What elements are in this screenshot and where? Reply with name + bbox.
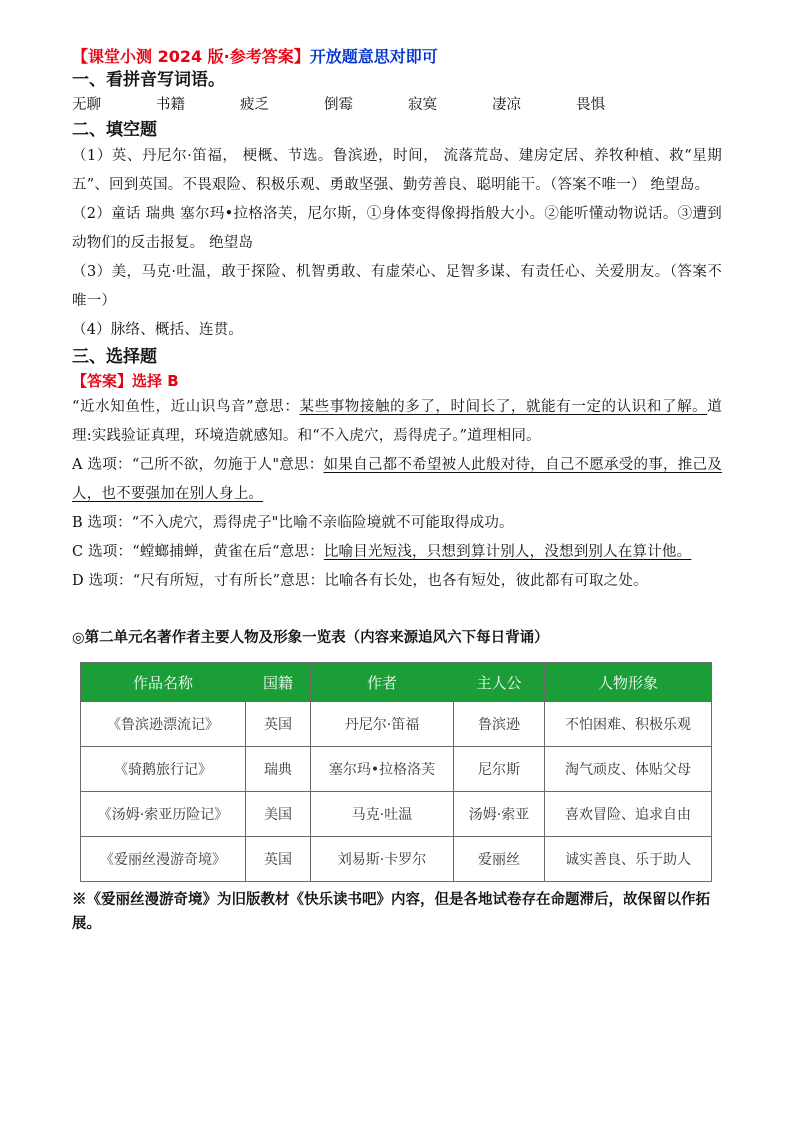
header-note: 开放题意思对即可 bbox=[309, 47, 438, 66]
section1-title: 一、看拼音写词语。 bbox=[72, 70, 225, 90]
col-header: 作者 bbox=[311, 663, 454, 702]
intro-underlined: 某些事物接触的多了，时间长了，就能有一定的认识和了解。 bbox=[299, 399, 708, 415]
table-row bbox=[81, 837, 712, 882]
section2-title: 二、填空题 bbox=[72, 120, 157, 140]
fill-answer-3: （3）美，马克·吐温，敢于探险、机智勇敢、有虚荣心、足智多谋、有责任心、关爱朋友。（答案不唯一） bbox=[72, 264, 722, 309]
header-title: 【课堂小测 2024 版·参考答案】 bbox=[72, 47, 310, 66]
table-cell: 塞尔玛•拉格洛芙 bbox=[311, 747, 454, 792]
fill-answer-4: （4）脉络、概括、连贯。 bbox=[72, 322, 244, 338]
table-header-row bbox=[81, 663, 712, 702]
col-header: 国籍 bbox=[246, 663, 311, 702]
table-row bbox=[81, 702, 712, 747]
choice-answer: 【答案】选择 B bbox=[72, 372, 179, 390]
table-cell: 尼尔斯 bbox=[454, 747, 545, 792]
intro-reason: 道理:实践验证真理，环境造就感知。和“不入虎穴，焉得虎子。”道理相同。 bbox=[72, 399, 722, 444]
table-cell: 汤姆·索亚 bbox=[454, 792, 545, 837]
table-cell: 淘气顽皮、体贴父母 bbox=[545, 747, 712, 792]
option-b: B 选项：“不入虎穴，焉得虎子"比喻不亲临险境就不可能取得成功。 bbox=[72, 515, 514, 531]
table-row bbox=[81, 747, 712, 792]
option-a-underlined: 如果自己都不希望被人此般对待，自己不愿承受的事，推己及人，也不要强加在别人身上。 bbox=[72, 457, 722, 502]
choice-intro bbox=[72, 393, 722, 451]
table-cell: 《汤姆·索亚历险记》 bbox=[81, 792, 246, 837]
fill-answer-2: （2）童话 瑞典 塞尔玛•拉格洛芙，尼尔斯，①身体变得像拇指般大小。②能听懂动物说话。③遭到动物们的反击报复。 绝望岛 bbox=[72, 206, 722, 251]
word-item: 无聊 bbox=[72, 97, 101, 113]
table-cell: 诚实善良、乐于助人 bbox=[545, 837, 712, 882]
table-cell: 爱丽丝 bbox=[454, 837, 545, 882]
option-c-label: C 选项：“螳螂捕蝉，黄雀在后“意思： bbox=[72, 544, 324, 560]
table-cell: 英国 bbox=[246, 702, 311, 747]
fill-answer-1: （1）英、丹尼尔·笛福， 梗概、节选。鲁滨逊，时间， 流落荒岛、建房定居、养牧种植、救“星期五”、回到英国。不畏艰险、积极乐观、勇敢坚强、勤劳善良、聪明能干。（答案不唯一） 绝望岛。 bbox=[72, 148, 722, 193]
section3-title: 三、选择题 bbox=[72, 347, 157, 367]
option-a-label: A 选项：“己所不欲，勿施于人"意思： bbox=[72, 457, 324, 473]
page-header bbox=[72, 46, 722, 68]
option-c bbox=[72, 538, 722, 567]
table-cell: 鲁滨逊 bbox=[454, 702, 545, 747]
table-cell: 丹尼尔·笛福 bbox=[311, 702, 454, 747]
classics-table bbox=[80, 662, 712, 882]
table-cell: 《鲁滨逊漂流记》 bbox=[81, 702, 246, 747]
table-cell: 《骑鹅旅行记》 bbox=[81, 747, 246, 792]
word-item: 疲乏 bbox=[240, 97, 269, 113]
table-cell: 瑞典 bbox=[246, 747, 311, 792]
table-cell: 美国 bbox=[246, 792, 311, 837]
footnote: ※《爱丽丝漫游奇境》为旧版教材《快乐读书吧》内容，但是各地试卷存在命题滞后，故保留以作拓展。 bbox=[72, 891, 710, 932]
word-item: 倒霉 bbox=[324, 97, 353, 113]
word-list bbox=[72, 92, 722, 118]
intro-text: “近水知鱼性，近山识鸟音”意思： bbox=[72, 399, 300, 415]
table-cell: 喜欢冒险、追求自由 bbox=[545, 792, 712, 837]
table-cell: 马克·吐温 bbox=[311, 792, 454, 837]
table-caption: ◎第二单元名著作者主要人物及形象一览表（内容来源追风六下每日背诵） bbox=[72, 629, 549, 646]
answer-page bbox=[72, 46, 722, 936]
word-item: 书籍 bbox=[156, 97, 185, 113]
col-header: 作品名称 bbox=[81, 663, 246, 702]
option-a bbox=[72, 451, 722, 509]
col-header: 人物形象 bbox=[545, 663, 712, 702]
option-c-underlined: 比喻目光短浅，只想到算计别人，没想到别人在算计他。 bbox=[323, 544, 692, 560]
table-cell: 刘易斯·卡罗尔 bbox=[311, 837, 454, 882]
word-item: 寂寞 bbox=[408, 97, 437, 113]
word-item: 凄凉 bbox=[492, 97, 521, 113]
col-header: 主人公 bbox=[454, 663, 545, 702]
table-cell: 不怕困难、积极乐观 bbox=[545, 702, 712, 747]
table-cell: 英国 bbox=[246, 837, 311, 882]
word-item: 畏惧 bbox=[576, 97, 605, 113]
table-cell: 《爱丽丝漫游奇境》 bbox=[81, 837, 246, 882]
option-d: D 选项：“尺有所短，寸有所长”意思：比喻各有长处，也各有短处，彼此都有可取之处。 bbox=[72, 573, 648, 589]
table-row bbox=[81, 792, 712, 837]
